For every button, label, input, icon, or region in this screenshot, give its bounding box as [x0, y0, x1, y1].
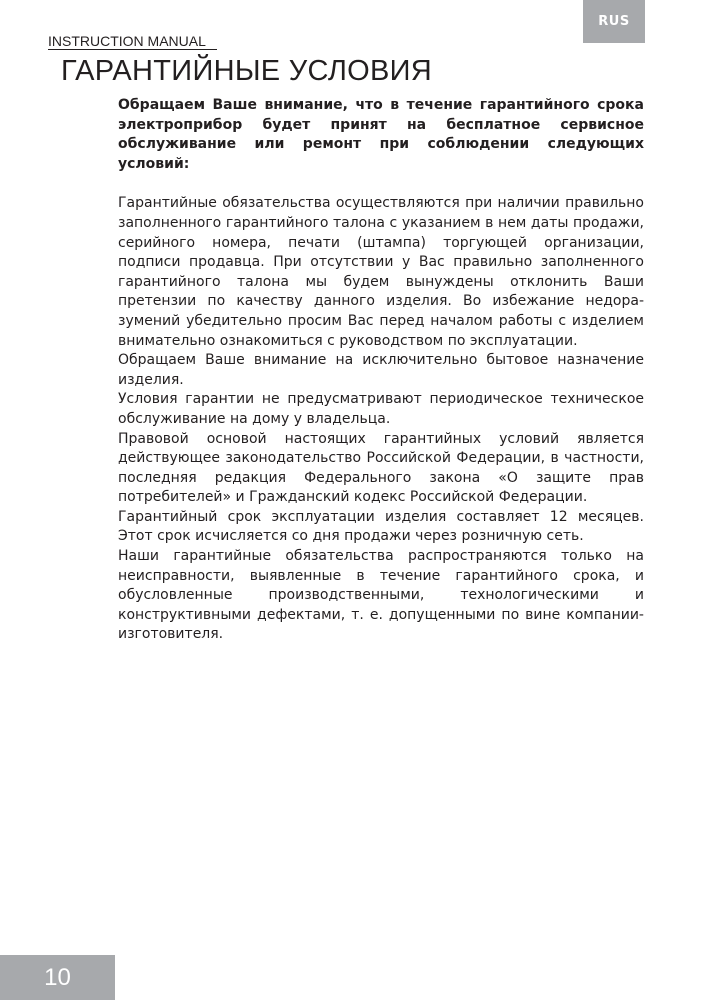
paragraph-warranty-card: Гарантийные обязательства осуществляются при наличии правильно заполненного гарантийного талона с указанием в нем даты продажи, серийного номера, печати (штампа) торгующей организации, подписи продавца. При отсутствии у Вас правильно заполненного гарантийного талона мы будем вынуждены отклонить Ваши претензии по качеству данного изделия. Во избежание недора-зумений убедительно просим Вас перед началом работы с изделием внимательно ознакомиться с руководством по эксплуатации. — [118, 195, 644, 349]
page-number: 10 — [0, 955, 115, 1000]
paragraph-legal-basis: Правовой основой настоящих гарантийных условий является действующее законодательство Российской Федерации, в частности, последняя редакция Федерального закона «О защите прав потребителей» и Гражданский кодекс Российской Федерации. — [118, 430, 644, 506]
intro-paragraph: Обращаем Ваше внимание, что в течение гарантийного срока электроприбор будет принят на бесплатное сервисное обслуживание или ремонт при соблюдении следующих условий: — [118, 97, 644, 172]
header-underline — [48, 49, 217, 50]
paragraph-coverage: Наши гарантийные обязательства распространяются только на неисправности, выявленные в течение гарантийного срока, и обусловленные производственными, технологическими и конструктивными дефектами, т. е. допущенными по вине компании-изготовителя. — [118, 548, 644, 643]
manual-header-label: INSTRUCTION MANUAL — [48, 33, 206, 49]
paragraph-warranty-period: Гарантийный срок эксплуатации изделия составляет 12 месяцев. Этот срок исчисляется со дня продажи через розничную сеть. — [118, 508, 644, 545]
paragraph-maintenance: Условия гарантии не предусматривают периодическое техническое обслуживание на дому у владельца. — [118, 391, 644, 427]
warranty-content — [118, 96, 644, 645]
language-tab: RUS — [583, 0, 645, 43]
paragraph-household-use: Обращаем Ваше внимание на исключительно бытовое назначение изделия. — [118, 352, 644, 388]
page-title: ГАРАНТИЙНЫЕ УСЛОВИЯ — [61, 55, 433, 87]
